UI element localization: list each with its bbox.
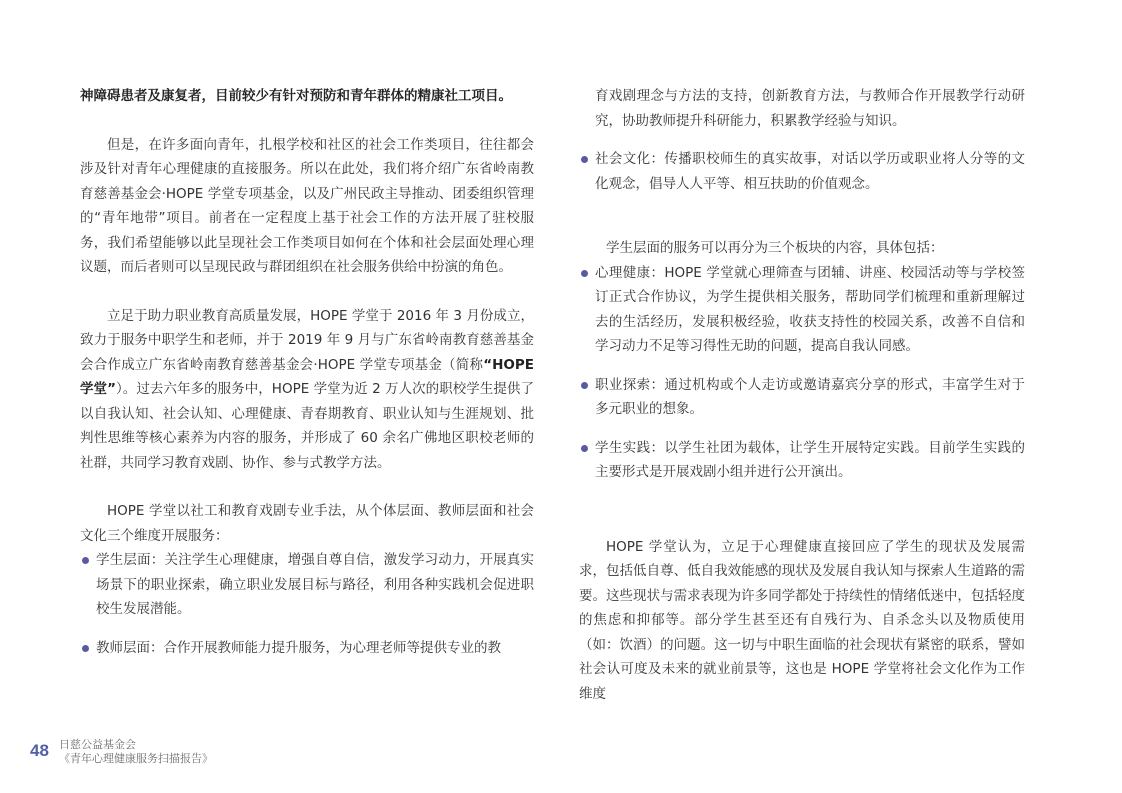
bullet-dot-icon — [581, 156, 588, 163]
paragraph-student-blocks: 学生层面的服务可以再分为三个板块的内容，具体包括： — [606, 240, 944, 256]
page-number: 48 — [30, 741, 49, 760]
list-item-teacher-level — [80, 636, 534, 661]
bullet-dot-icon — [581, 382, 588, 389]
left-column — [80, 84, 534, 660]
list-item-text: 学生实践：以学生社团为载体，让学生开展特定实践。目前学生实践的主要形式是开展戏剧小组并进行公开演出。 — [595, 439, 1025, 480]
list-item-text: 教师层面：合作开展教师能力提升服务，为心理老师等提供专业的教 — [96, 639, 501, 656]
list-item-social-culture — [579, 147, 1025, 196]
paragraph-hope-background — [80, 304, 534, 476]
list-item-text: 社会文化：传播职校师生的真实故事，对话以学历或职业将人分等的文化观念，倡导人人平等、相互扶助的价值观念。 — [595, 151, 1025, 192]
paragraph-youth-services: 但是，在许多面向青年，扎根学校和社区的社会工作类项目，往往都会涉及针对青年心理健康的直接服务。所以在此处，我们将介绍广东省岭南教育慈善基金会·HOPE 学堂专项基金，以及广州民政主导推动、团委组织管理的“青年地带”项目。前者在一定程度上基于社会工作的方法开展了驻校服务，我们希望能够以此呈现社会工作类项目如何在个体和社会层面处理心理议题，而后者则可以呈现民政与群团组织在社会服务供给中扮演的角色。 — [80, 136, 534, 275]
bullet-dot-icon — [581, 270, 588, 277]
list-item-student-practice — [579, 436, 1025, 485]
list-item-text: 学生层面：关注学生心理健康，增强自尊自信，激发学习动力，开展真实场景下的职业探索，确立职业发展目标与路径，利用各种实践机会促进职校生发展潜能。 — [96, 552, 534, 617]
list-item-text: 职业探索：通过机构或个人走访或邀请嘉宾分享的形式，丰富学生对于多元职业的想象。 — [595, 376, 1025, 417]
footer-report-title: 《青年心理健康服务扫描报告》 — [59, 752, 213, 765]
list-item-student-level — [80, 548, 534, 622]
bullet-dot-icon — [82, 645, 89, 652]
bullet-dot-icon — [581, 445, 588, 452]
list-item-mental-health — [579, 261, 1025, 359]
hope-short-name: “HOPE 学堂” — [80, 356, 534, 397]
paragraph-intro-continued: 神障碍患者及康复者，目前较少有针对预防和青年群体的精康社工项目。 — [80, 88, 512, 104]
teacher-level-continued: 育戏剧理念与方法的支持，创新教育方法，与教师合作开展教学行动研究，协助教师提升科研能力，积累教学经验与知识。 — [595, 88, 1025, 129]
bullet-dot-icon — [82, 557, 89, 564]
right-column — [579, 84, 1025, 706]
list-item-career-exploration — [579, 373, 1025, 422]
hope-text-b: ）。过去六年多的服务中，HOPE 学堂为近 2 万人次的职校学生提供了以自我认知、社会认知、心理健康、青春期教育、职业认知与生涯规划、批判性思维等核心素养为内容的服务，并形成了 60 余名广佛地区职校老师的社群，共同学习教育戏剧、协作、参与式教学方法。 — [80, 381, 534, 471]
footer-organization: 日慈公益基金会 — [59, 738, 136, 751]
list-item-text: 心理健康：HOPE 学堂就心理筛查与团辅、讲座、校园活动等与学校签订正式合作协议，为学生提供相关服务，帮助同学们梳理和重新理解过去的生活经历，发展积极经验，收获支持性的校园关系，改善不自信和学习动力不足等习得性无助的问题，提高自我认同感。 — [595, 264, 1025, 354]
paragraph-service-dimensions: HOPE 学堂以社工和教育戏剧专业手法，从个体层面、教师层面和社会文化三个维度开展服务： — [80, 503, 534, 544]
hope-text-a: 立足于助力职业教育高质量发展，HOPE 学堂于 2016 年 3 月份成立，致力于服务中职学生和老师，并于 2019 年 9 月与广东省岭南教育慈善基金会合作成立广东省岭南教育慈善基金会·HOPE 学堂专项基金（简称 — [80, 307, 534, 373]
paragraph-hope-views: HOPE 学堂认为，立足于心理健康直接回应了学生的现状及发展需求，包括低自尊、低自我效能感的现状及发展自我认知与探索人生道路的需要。这些现状与需求表现为许多同学都处于持续性的情绪低迷中，包括轻度的焦虑和抑郁等。部分学生甚至还有自残行为、自杀念头以及物质使用（如：饮酒）的问题。这一切与中职生面临的社会现状有紧密的联系，譬如社会认可度及未来的就业前景等，这也是 HOPE 学堂将社会文化作为工作维度 — [579, 538, 1025, 702]
